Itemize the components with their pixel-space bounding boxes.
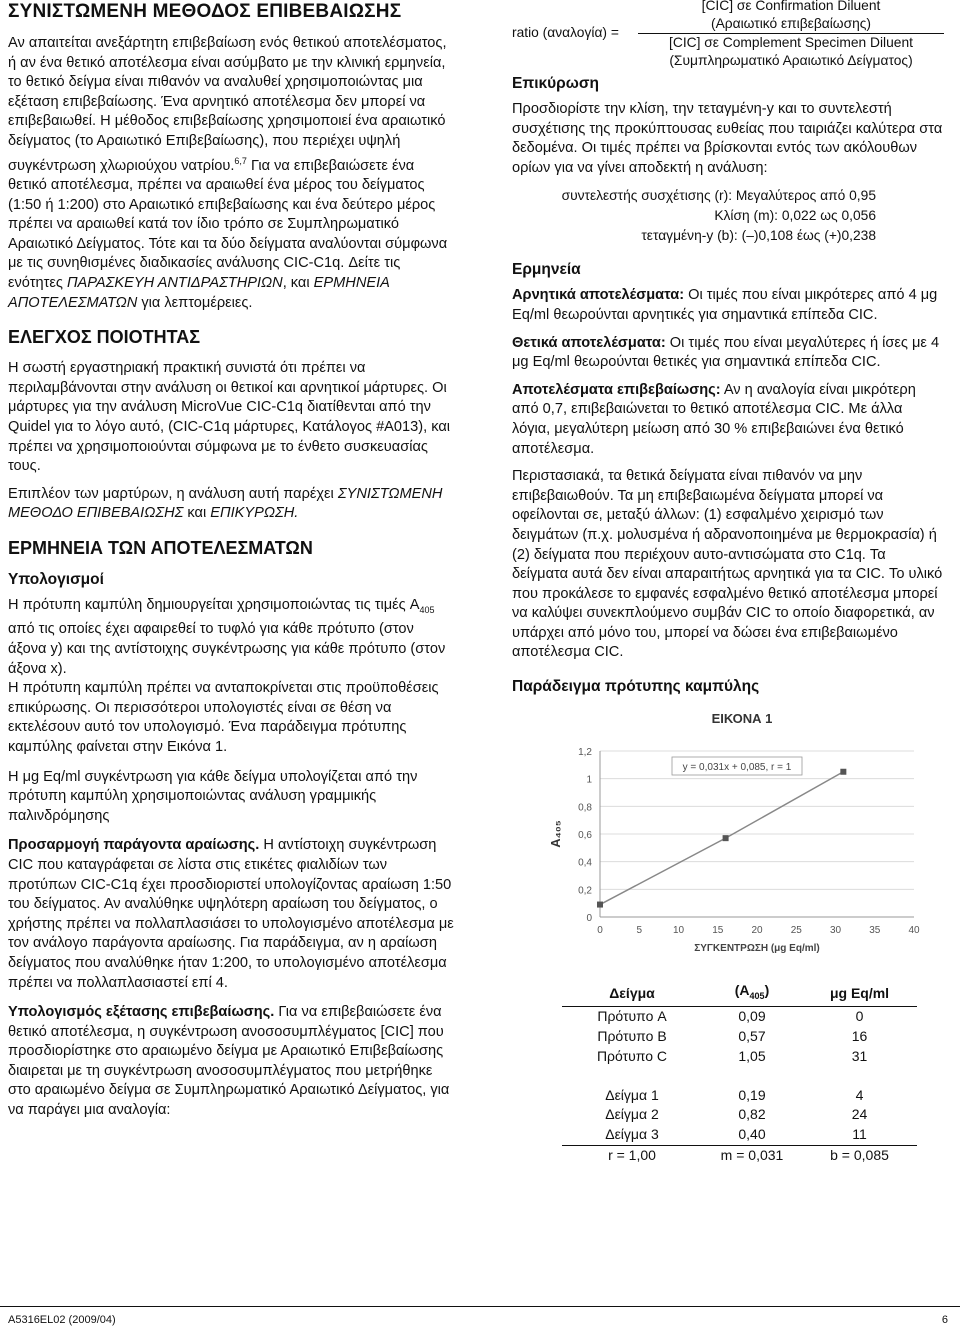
ratio-fraction: [638, 0, 944, 69]
x-tick-label: 15: [712, 925, 724, 937]
cell: r = 1,00: [562, 1145, 702, 1165]
y-axis-label: A₄₀₅: [548, 820, 563, 848]
section-reference: ΕΠΙΚΥΡΩΣΗ.: [210, 505, 299, 522]
figure-standard-curve: [542, 707, 942, 967]
heading-calculations: Υπολογισμοί: [8, 570, 104, 588]
cell: Δείγμα 1: [605, 1086, 659, 1103]
paragraph-dilution: [8, 836, 454, 993]
text: (Αραιωτικό επιβεβαίωσης): [710, 15, 872, 31]
paragraph-regression: Η μg Eq/ml συγκέντρωση για κάθε δείγμα υπολογίζεται από την πρότυπη καμπύλη χρησιμοποιώντας ανάλυση γραμμικής παλινδρόμησης: [8, 768, 418, 824]
chart-title: ΕΙΚΟΝΑ 1: [711, 711, 773, 727]
y-tick-label: 0,8: [578, 802, 592, 814]
data-point: [840, 769, 846, 775]
paragraph-validation: Προσδιορίστε την κλίση, την τεταγμένη-y και το συντελεστή συσχέτισης της προκύπτουσας ευθείας που ταιριάζει καλύτερα στα δεδομένα. Οι τιμές πρέπει να βρίσκονται εντός των ακόλουθων ορίων για να γίνει αποδεκτή η ανάλυση:: [512, 101, 943, 176]
ratio-label: ratio (αναλογία) =: [512, 25, 619, 41]
standard-curve-chart: [542, 707, 942, 967]
cell: Δείγμα 3: [605, 1126, 659, 1143]
reference-superscript: 6,7: [234, 155, 247, 166]
ratio-numerator: [638, 0, 944, 34]
heading-validation: Επικύρωση: [512, 75, 599, 92]
paragraph-curve: [8, 596, 454, 679]
text: (A: [734, 982, 750, 999]
cell: Πρότυπο C: [596, 1047, 668, 1064]
x-tick-label: 0: [597, 925, 603, 937]
heading-interpretation: ΕΡΜΗΝΕΙΑ ΤΩΝ ΑΠΟΤΕΛΕΣΜΑΤΩΝ: [8, 537, 313, 558]
footer-doc-code: A5316EL02 (2009/04): [8, 1314, 116, 1326]
cell: 1,05: [738, 1047, 766, 1064]
x-tick-label: 30: [829, 925, 842, 937]
bold-lead: Αποτελέσματα επιβεβαίωσης:: [512, 381, 721, 398]
x-tick-label: 5: [636, 925, 643, 937]
x-tick-label: 20: [751, 925, 763, 937]
y-tick-label: 1,2: [578, 747, 592, 759]
x-tick-label: 40: [908, 925, 920, 937]
heading-confirmation-method: ΣΥΝΙΣΤΩΜΕΝΗ ΜΕΘΟΔΟΣ ΕΠΙΒΕΒΑΙΩΣΗΣ: [8, 1, 402, 22]
paragraph-confirmation-calc: [8, 1003, 454, 1121]
cell: b = 0,085: [802, 1145, 917, 1165]
cell: 0,19: [738, 1086, 766, 1103]
data-point: [597, 902, 603, 908]
section-reference: ΣΥΝΙΣΤΩΜΕΝΗ ΜΕΘΟΔΟ ΕΠΙΒΕΒΑΙΩΣΗΣ: [8, 485, 443, 522]
section-reference: ΕΡΜΗΝΕΙΑ ΑΠΟΤΕΛΕΣΜΑΤΩΝ: [8, 274, 390, 311]
text: Η αντίστοιχη συγκέντρωση CIC που καταγράφεται σε λίστα στις ετικέτες φιαλιδίων των προτύπων CIC-C1q έχει προσδιοριστεί υπολογίζοντας αραίωση 1:50 του δείγματος. Αν αναλύθηκε υψηλότερη αραίωση του δείγματος, ο χρήστης πρέπει να πολλαπλασιάσει το υπολογισμένο αποτέλεσμα με τον ανάλογο παράγοντα αραίωσης. Για παράδειγμα, αν η αραίωση δείγματος που αναλύθηκε ήταν 1:200, το υπολογισμένο αποτέλεσμα πρέπει να πολλαπλασιαστεί επί 4.: [8, 837, 454, 991]
table-row: [562, 1027, 917, 1047]
cell: 16: [851, 1028, 868, 1045]
table-row: [562, 1007, 917, 1027]
col-absorbance: [702, 981, 802, 1007]
cell: 0,09: [738, 1008, 766, 1025]
text: και: [183, 505, 211, 522]
text: Για να επιβεβαιώσετε ένα θετικό αποτέλεσμα, πρέπει να αραιωθεί ένα μέρος του δείγματος (1:50 ή 1:200) στο Αραιωτικό επιβεβαίωσης και ένα δεύτερο μέρος πρέπει να αραιωθεί κατά τον ίδιο τρόπο σε Συμπληρωματικό Αραιωτικό Δείγματος. Τότε και τα δύο δείγματα αναλύονται σύμφωνα με τις συνηθισμένες διαδικασίες ανάλυσης CIC-C1q. Δείτε τις ενότητες: [8, 157, 448, 291]
cell: Δείγμα 2: [605, 1106, 659, 1123]
text: Η πρότυπη καμπύλη δημιουργείται χρησιμοποιώντας τις τιμές A: [8, 596, 420, 613]
cell: 31: [851, 1047, 868, 1064]
text: Οι τιμές που είναι μεγαλύτερες ή ίσες με 4 μg Eq/ml θεωρούνται θετικές για σημαντικά επίπεδα CIC.: [512, 334, 940, 371]
section-reference: ΠΑΡΑΣΚΕΥΗ ΑΝΤΙΔΡΑΣΤΗΡΙΩΝ: [66, 274, 283, 291]
text: από τις οποίες έχει αφαιρεθεί το τυφλό για κάθε πρότυπο (στον άξονα y) και της αντίστοιχης συγκέντρωσης για κάθε πρότυπο (στον άξονα x).: [8, 621, 446, 677]
paragraph-negative: [512, 286, 944, 325]
data-point: [723, 835, 729, 841]
heading-example-curve: Παράδειγμα πρότυπης καμπύλης: [512, 678, 760, 696]
text: (Συμπληρωματικό Αραιωτικό Δείγματος): [669, 52, 913, 68]
subscript: 405: [419, 604, 435, 615]
cell: 0: [855, 1008, 864, 1025]
x-tick-label: 25: [790, 925, 802, 937]
equation-label: y = 0,031x + 0,085, r = 1: [682, 762, 792, 774]
criterion-slope: Κλίση (m): 0,022 ως 0,056: [714, 208, 876, 224]
text: ): [764, 982, 770, 999]
text: Οι τιμές που είναι μικρότερες από 4 μg Eq/ml θεωρούνται αρνητικές για σημαντικά επίπεδα CIC.: [512, 287, 938, 323]
right-column: [512, 0, 944, 1165]
table-row: [562, 1125, 917, 1145]
table-row: [562, 1047, 917, 1067]
paragraph-qc-extra: [8, 485, 454, 524]
col-sample: Δείγμα: [562, 981, 702, 1007]
cell: Πρότυπο B: [597, 1028, 667, 1045]
text: [CIC] σε Complement Specimen Diluent: [669, 35, 913, 50]
x-tick-label: 35: [869, 925, 881, 937]
paragraph-positive: [512, 334, 944, 373]
series-line: [600, 772, 843, 905]
cell: m = 0,031: [702, 1145, 802, 1165]
table-spacer: [562, 1066, 917, 1086]
paragraph-curve-validation: Η πρότυπη καμπύλη πρέπει να ανταποκρίνεται στις προϋποθέσεις επικύρωσης. Οι περισσότεροι υπολογιστές είναι σε θέση να εκτελέσουν αυτό τον υπολογισμό. Ένα παράδειγμα πρότυπης καμπύλης φαίνεται στην Εικόνα 1.: [8, 680, 439, 755]
text: , και: [282, 274, 314, 291]
left-column: [8, 0, 454, 1129]
y-tick-label: 0,2: [578, 885, 592, 897]
cell: 0,57: [738, 1028, 766, 1045]
cell: 0,40: [738, 1126, 766, 1143]
cell: 4: [855, 1086, 864, 1103]
table-header-row: [562, 981, 917, 1007]
text: [CIC] σε Confirmation Diluent: [701, 0, 881, 13]
cell: 0,82: [738, 1106, 766, 1123]
criterion-correlation: συντελεστής συσχέτισης (r): Μεγαλύτερος από 0,95: [561, 188, 876, 204]
bold-lead: Υπολογισμός εξέτασης επιβεβαίωσης.: [8, 1004, 275, 1021]
table-summary-row: [562, 1145, 917, 1165]
table-row: [562, 1105, 917, 1125]
text: Αν η αναλογία είναι μικρότερη από 0,7, επιβεβαιώνεται το θετικό αποτέλεσμα CIC. Με άλλα λόγια, μεγαλύτερη μείωση από 30 % επιβεβαιώνει ένα θετικό αποτέλεσμα.: [512, 381, 916, 457]
paragraph-confirmation: [8, 34, 454, 313]
standards-table: [562, 981, 917, 1165]
cell: 24: [851, 1106, 868, 1123]
ratio-formula: [512, 0, 944, 66]
y-tick-label: 0,4: [578, 857, 592, 869]
y-tick-label: 1: [586, 774, 592, 786]
text: Αν απαιτείται ανεξάρτητη επιβεβαίωση ενός θετικού αποτελέσματος, ή αν ένα θετικό αποτέλεσμα είναι ασύμβατο με την κλινική ερμηνεία, το θετικό δείγμα είναι πιθανόν να αναλυθεί χρησιμοποιώντας μια εξέταση επιβεβαίωσης. Ένα αρνητικό αποτέλεσμα δεν μπορεί να επιβεβαιωθεί. Η μέθοδος επιβεβαίωσης χρησιμοποιεί ένα αραιωτικό δείγματος (το Αραιωτικό Επιβεβαίωσης), που περιέχει υψηλή συγκέντρωση χλωριούχου νατρίου.: [8, 35, 447, 174]
paragraph-qc: Η σωστή εργαστηριακή πρακτική συνιστά ότι πρέπει να περιλαμβάνονται στην ανάλυση οι θετικοί και αρνητικοί μάρτυρες. Οι μάρτυρες για την ανάλυση MicroVue CIC-C1q διατίθενται από την Quidel για το λόγο αυτό, (CIC-C1q μάρτυρες, Κατάλογος #A013), και πρέπει να χρησιμοποιούνται σύμφωνα με το ένθετο συσκευασίας τους.: [8, 360, 451, 475]
heading-quality-control: ΕΛΕΓΧΟΣ ΠΟΙΟΤΗΤΑΣ: [8, 327, 201, 348]
footer-page-number: 6: [941, 1314, 948, 1326]
cell: Πρότυπο A: [597, 1008, 667, 1025]
footer-divider: [0, 1306, 960, 1307]
text: Για να επιβεβαιώσετε ένα θετικό αποτέλεσμα, η συγκέντρωση ανοσοσυμπλέγματος [CIC] που προσδιορίστηκε στο αραιωμένο δείγμα με Αραιωτικό Επιβεβαίωσης διαιρεται με τη συγκέντρωση ανοσοσυμπλέγματος που μετρήθηκε στο αραιωμένο δείγμα σε Συμπληρωματικό Αραιωτικό Δείγματος, για να παράγει μια αναλογία:: [8, 1004, 450, 1119]
subscript: 405: [749, 990, 765, 1001]
bold-lead: Θετικά αποτελέσματα:: [512, 334, 666, 351]
y-tick-label: 0: [586, 913, 592, 925]
text: για λεπτομέρειες.: [137, 294, 253, 311]
cell: 11: [852, 1126, 867, 1143]
paragraph-confirmation-results: [512, 381, 944, 459]
y-tick-label: 0,6: [578, 830, 592, 842]
validation-criteria: [512, 186, 876, 246]
text: Επιπλέον των μαρτύρων, η ανάλυση αυτή παρέχει: [8, 485, 338, 502]
heading-interpretation-sub: Ερμηνεία: [512, 261, 581, 279]
col-concentration: μg Eq/ml: [802, 981, 917, 1007]
paragraph-occasional: Περιστασιακά, τα θετικά δείγματα είναι πιθανόν να μην επιβεβαιωθούν. Τα μη επιβεβαιωμένα δείγματα μπορεί να οφείλονται σε, μεταξύ άλλων: (1) εσφαλμένο χειρισμό των δειγμάτων (π.χ. μολυσμένα ή αδρανοποιημένα με θερμοκρασία) ή (2) δείγματα που περιέχουν αυτο-αντισώματα στο C1q. Τα δείγματα αυτά δεν είναι απαραιτήτως αρνητικά για τα CIC. Το υλικό που προκάλεσε το εμφανές εσφαλμένο θετικό αποτέλεσμα μπορεί να καλύψει συνεκπλούμενο συμβάν CIC το οποίο διαφορετικά, αν υπάρχει από μόνο του, μπορεί να δώσει ένα επιβεβαιωμένο αποτέλεσμα CIC.: [512, 468, 943, 661]
table-row: [562, 1086, 917, 1106]
ratio-denominator: [638, 34, 944, 69]
x-tick-label: 10: [672, 925, 685, 937]
bold-lead: Προσαρμογή παράγοντα αραίωσης.: [8, 837, 260, 854]
bold-lead: Αρνητικά αποτελέσματα:: [512, 287, 685, 304]
x-axis-label: ΣΥΓΚΕΝΤΡΩΣΗ (μg Eq/ml): [694, 943, 820, 955]
criterion-intercept: τεταγμένη-y (b): (–)0,108 έως (+)0,238: [641, 228, 876, 244]
